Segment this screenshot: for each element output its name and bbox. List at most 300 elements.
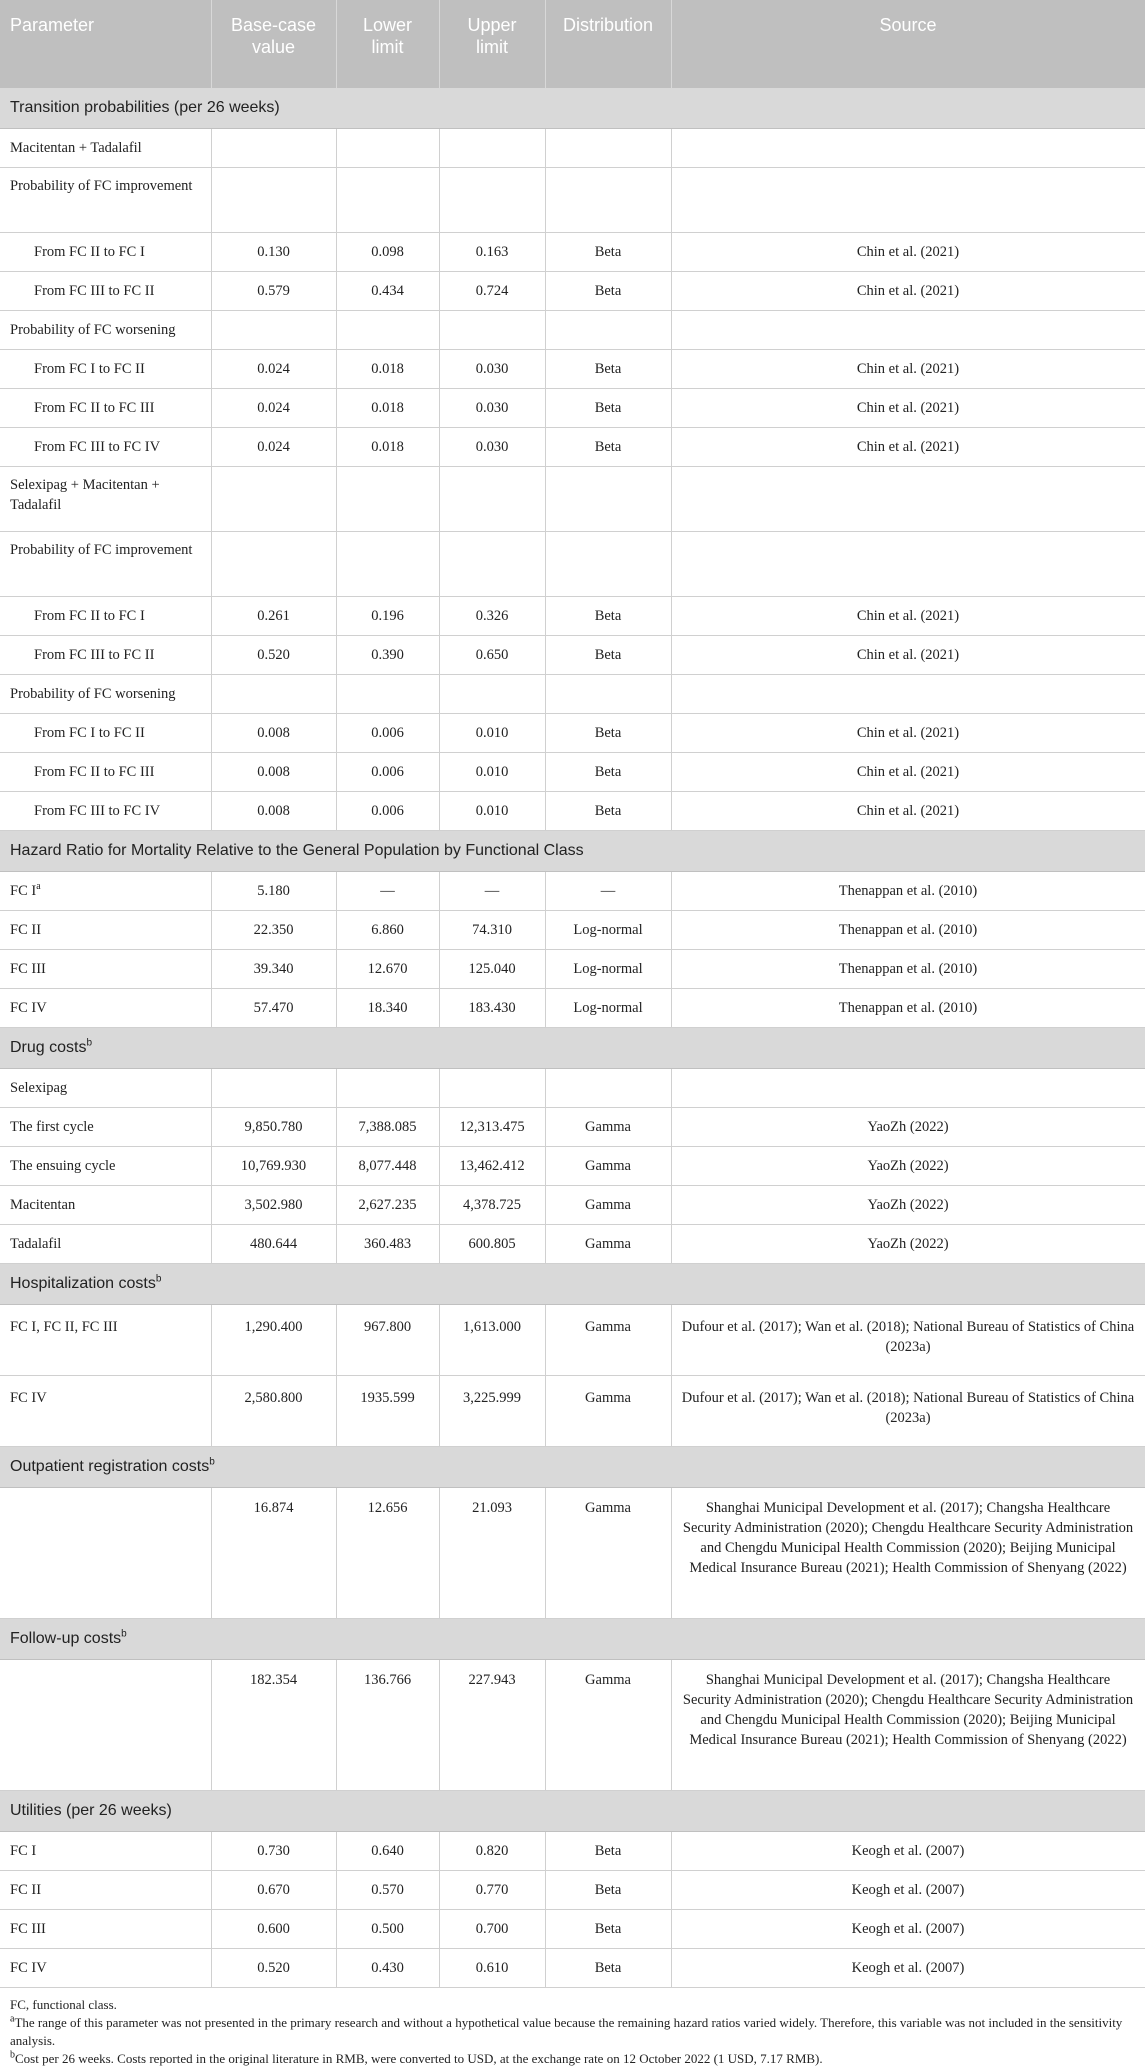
table-row	[0, 311, 1145, 350]
parameter-cell	[0, 792, 211, 831]
source-cell: YaoZh (2022)	[671, 1108, 1145, 1147]
lower-limit-cell	[336, 675, 439, 714]
parameter-label: From FC II to FC I	[34, 608, 145, 624]
distribution-cell: Beta	[545, 1949, 671, 1988]
base-case-value-cell: 0.024	[211, 350, 336, 389]
base-case-value-cell	[211, 168, 336, 233]
column-header: Source	[671, 0, 1145, 88]
table-row	[0, 872, 1145, 911]
upper-limit-cell: 0.724	[439, 272, 545, 311]
upper-limit-cell: 0.610	[439, 1949, 545, 1988]
distribution-cell: Beta	[545, 597, 671, 636]
distribution-cell: Gamma	[545, 1376, 671, 1447]
distribution-cell	[545, 129, 671, 168]
section-header-row	[0, 1447, 1145, 1488]
parameter-cell	[0, 168, 211, 233]
source-cell: Chin et al. (2021)	[671, 233, 1145, 272]
footnote	[10, 2050, 1135, 2068]
parameter-label: Probability of FC improvement	[10, 542, 193, 558]
section-title	[0, 88, 1145, 129]
upper-limit-cell: 0.010	[439, 792, 545, 831]
base-case-value-cell: 9,850.780	[211, 1108, 336, 1147]
base-case-value-cell: 0.130	[211, 233, 336, 272]
parameter-cell	[0, 1660, 211, 1791]
section-title	[0, 831, 1145, 872]
lower-limit-cell: 0.500	[336, 1910, 439, 1949]
source-cell	[671, 311, 1145, 350]
parameter-cell	[0, 872, 211, 911]
base-case-value-cell: 0.008	[211, 792, 336, 831]
base-case-value-cell: 5.180	[211, 872, 336, 911]
base-case-value-cell	[211, 1069, 336, 1108]
parameter-cell	[0, 233, 211, 272]
base-case-value-cell: 16.874	[211, 1488, 336, 1619]
lower-limit-cell: 1935.599	[336, 1376, 439, 1447]
upper-limit-cell: 183.430	[439, 989, 545, 1028]
base-case-value-cell: 0.600	[211, 1910, 336, 1949]
distribution-cell: Beta	[545, 1910, 671, 1949]
parameter-label: Selexipag + Macitentan + Tadalafil	[10, 477, 160, 513]
column-header: Parameter	[0, 0, 211, 88]
upper-limit-cell: 21.093	[439, 1488, 545, 1619]
parameter-cell	[0, 1225, 211, 1264]
upper-limit-cell: 3,225.999	[439, 1376, 545, 1447]
upper-limit-cell: 74.310	[439, 911, 545, 950]
source-cell: Keogh et al. (2007)	[671, 1949, 1145, 1988]
parameter-cell	[0, 989, 211, 1028]
distribution-cell: Beta	[545, 389, 671, 428]
source-cell: Dufour et al. (2017); Wan et al. (2018); National Bureau of Statistics of China (2023a)	[671, 1376, 1145, 1447]
lower-limit-cell	[336, 467, 439, 532]
parameter-cell	[0, 1186, 211, 1225]
section-title-text: Outpatient registration costs	[10, 1458, 210, 1475]
upper-limit-cell: 0.700	[439, 1910, 545, 1949]
source-cell: Dufour et al. (2017); Wan et al. (2018); National Bureau of Statistics of China (2023a)	[671, 1305, 1145, 1376]
upper-limit-cell	[439, 129, 545, 168]
table-row	[0, 1225, 1145, 1264]
section-header-row	[0, 1791, 1145, 1832]
section-title-text: Drug costs	[10, 1039, 87, 1056]
base-case-value-cell	[211, 129, 336, 168]
source-cell	[671, 129, 1145, 168]
base-case-value-cell: 0.670	[211, 1871, 336, 1910]
parameter-cell	[0, 532, 211, 597]
footnote-marker: b	[86, 1037, 93, 1049]
base-case-value-cell: 0.730	[211, 1832, 336, 1871]
upper-limit-cell: 0.770	[439, 1871, 545, 1910]
parameter-label: From FC III to FC IV	[34, 439, 161, 455]
section-header-row	[0, 1028, 1145, 1069]
base-case-value-cell: 0.024	[211, 389, 336, 428]
distribution-cell	[545, 467, 671, 532]
base-case-value-cell	[211, 467, 336, 532]
source-cell: Chin et al. (2021)	[671, 636, 1145, 675]
parameter-label: FC IV	[10, 1390, 47, 1406]
distribution-cell	[545, 311, 671, 350]
base-case-value-cell: 0.008	[211, 753, 336, 792]
table-row	[0, 428, 1145, 467]
upper-limit-cell: 0.163	[439, 233, 545, 272]
source-cell: Thenappan et al. (2010)	[671, 950, 1145, 989]
base-case-value-cell: 480.644	[211, 1225, 336, 1264]
upper-limit-cell: 1,613.000	[439, 1305, 545, 1376]
footnote-marker: b	[121, 1628, 127, 1640]
table-row	[0, 597, 1145, 636]
source-cell: YaoZh (2022)	[671, 1147, 1145, 1186]
footnote-text: FC, functional class.	[10, 1997, 117, 2012]
base-case-value-cell: 39.340	[211, 950, 336, 989]
distribution-cell: Log-normal	[545, 989, 671, 1028]
base-case-value-cell: 0.261	[211, 597, 336, 636]
distribution-cell: Beta	[545, 714, 671, 753]
column-header: Upper limit	[439, 0, 545, 88]
distribution-cell: Beta	[545, 272, 671, 311]
parameter-cell	[0, 950, 211, 989]
lower-limit-cell: 0.570	[336, 1871, 439, 1910]
table-row	[0, 1832, 1145, 1871]
source-cell: Shanghai Municipal Development et al. (2017); Changsha Healthcare Security Administration (2020); Chengdu Healthcare Security Administration and Chengdu Municipal Health Commission (2020); Beijing Municipal Medical Insurance Bureau (2021); Health Commission of Shenyang (2022)	[671, 1488, 1145, 1619]
parameter-cell	[0, 428, 211, 467]
parameter-label: From FC II to FC III	[34, 764, 155, 780]
table-row	[0, 753, 1145, 792]
upper-limit-cell	[439, 168, 545, 233]
footnote-marker: a	[36, 881, 41, 893]
upper-limit-cell: 0.326	[439, 597, 545, 636]
table-row	[0, 129, 1145, 168]
parameter-cell	[0, 350, 211, 389]
source-cell: Thenappan et al. (2010)	[671, 911, 1145, 950]
distribution-cell: Gamma	[545, 1488, 671, 1619]
section-header-row	[0, 88, 1145, 129]
table-row	[0, 233, 1145, 272]
section-title	[0, 1264, 1145, 1305]
lower-limit-cell: 12.656	[336, 1488, 439, 1619]
table-row	[0, 989, 1145, 1028]
parameter-cell	[0, 467, 211, 532]
table-row	[0, 389, 1145, 428]
footnote-marker: b	[155, 1273, 162, 1285]
parameter-cell	[0, 1376, 211, 1447]
base-case-value-cell	[211, 311, 336, 350]
upper-limit-cell: 4,378.725	[439, 1186, 545, 1225]
source-cell	[671, 168, 1145, 233]
lower-limit-cell: 12.670	[336, 950, 439, 989]
parameter-label: FC I	[10, 1843, 37, 1859]
base-case-value-cell: 0.008	[211, 714, 336, 753]
section-header-row	[0, 1619, 1145, 1660]
lower-limit-cell: 360.483	[336, 1225, 439, 1264]
header-row	[0, 0, 1145, 88]
base-case-value-cell: 182.354	[211, 1660, 336, 1791]
lower-limit-cell: 0.430	[336, 1949, 439, 1988]
upper-limit-cell: 600.805	[439, 1225, 545, 1264]
lower-limit-cell: 7,388.085	[336, 1108, 439, 1147]
parameter-label: The ensuing cycle	[10, 1158, 116, 1174]
column-header: Base-case value	[211, 0, 336, 88]
lower-limit-cell	[336, 532, 439, 597]
source-cell: Chin et al. (2021)	[671, 792, 1145, 831]
table-row	[0, 1108, 1145, 1147]
lower-limit-cell: 0.390	[336, 636, 439, 675]
base-case-value-cell: 10,769.930	[211, 1147, 336, 1186]
parameter-cell	[0, 272, 211, 311]
parameter-label: Macitentan + Tadalafil	[10, 140, 142, 156]
section-title-text: Hazard Ratio for Mortality Relative to the General Population by Functional Class	[10, 842, 584, 859]
table-row	[0, 950, 1145, 989]
lower-limit-cell	[336, 129, 439, 168]
parameter-label: From FC II to FC I	[34, 244, 145, 260]
parameter-label: The first cycle	[10, 1119, 94, 1135]
parameter-cell	[0, 311, 211, 350]
upper-limit-cell: —	[439, 872, 545, 911]
base-case-value-cell: 0.579	[211, 272, 336, 311]
table-row	[0, 1186, 1145, 1225]
distribution-cell	[545, 1069, 671, 1108]
parameter-label: From FC III to FC II	[34, 647, 155, 663]
source-cell: Chin et al. (2021)	[671, 428, 1145, 467]
table-row	[0, 792, 1145, 831]
table-row	[0, 714, 1145, 753]
lower-limit-cell: 0.640	[336, 1832, 439, 1871]
source-cell: Chin et al. (2021)	[671, 714, 1145, 753]
parameter-label: From FC II to FC III	[34, 400, 155, 416]
table-row	[0, 1871, 1145, 1910]
parameter-cell	[0, 597, 211, 636]
parameter-label: FC I, FC II, FC III	[10, 1319, 118, 1335]
source-cell	[671, 1069, 1145, 1108]
footnote-text: Cost per 26 weeks. Costs reported in the original literature in RMB, were converted to USD, at the exchange rate on 12 October 2022 (1 USD, 7.17 RMB).	[15, 2051, 823, 2066]
parameter-label: FC II	[10, 922, 42, 938]
source-cell: YaoZh (2022)	[671, 1225, 1145, 1264]
parameter-label: FC III	[10, 1921, 46, 1937]
parameter-label: From FC I to FC II	[34, 725, 145, 741]
source-cell: Chin et al. (2021)	[671, 753, 1145, 792]
lower-limit-cell: 0.018	[336, 428, 439, 467]
distribution-cell	[545, 675, 671, 714]
table-row	[0, 350, 1145, 389]
source-cell: Chin et al. (2021)	[671, 389, 1145, 428]
base-case-value-cell: 22.350	[211, 911, 336, 950]
distribution-cell: Gamma	[545, 1147, 671, 1186]
source-cell: Chin et al. (2021)	[671, 597, 1145, 636]
source-cell: Shanghai Municipal Development et al. (2017); Changsha Healthcare Security Administration (2020); Chengdu Healthcare Security Administration and Chengdu Municipal Health Commission (2020); Beijing Municipal Medical Insurance Bureau (2021); Health Commission of Shenyang (2022)	[671, 1660, 1145, 1791]
upper-limit-cell: 0.820	[439, 1832, 545, 1871]
lower-limit-cell: 136.766	[336, 1660, 439, 1791]
source-cell: Keogh et al. (2007)	[671, 1910, 1145, 1949]
parameter-label: FC II	[10, 1882, 42, 1898]
upper-limit-cell	[439, 532, 545, 597]
lower-limit-cell: 967.800	[336, 1305, 439, 1376]
parameter-label: FC IV	[10, 1000, 47, 1016]
distribution-cell: Beta	[545, 753, 671, 792]
distribution-cell: Gamma	[545, 1108, 671, 1147]
section-header-row	[0, 1264, 1145, 1305]
base-case-value-cell	[211, 675, 336, 714]
section-title-text: Transition probabilities (per 26 weeks)	[10, 99, 280, 116]
parameter-label: FC IV	[10, 1960, 47, 1976]
section-title	[0, 1447, 1145, 1488]
footnote	[10, 1996, 1135, 2014]
distribution-cell	[545, 532, 671, 597]
table-row	[0, 1910, 1145, 1949]
section-title-text: Hospitalization costs	[10, 1275, 156, 1292]
table-row	[0, 675, 1145, 714]
source-cell	[671, 467, 1145, 532]
base-case-value-cell: 57.470	[211, 989, 336, 1028]
parameter-cell	[0, 1488, 211, 1619]
distribution-cell: Gamma	[545, 1186, 671, 1225]
lower-limit-cell: 0.018	[336, 389, 439, 428]
parameter-cell	[0, 1871, 211, 1910]
distribution-cell: Beta	[545, 792, 671, 831]
footnote-marker: b	[209, 1456, 215, 1468]
lower-limit-cell: 0.196	[336, 597, 439, 636]
upper-limit-cell	[439, 467, 545, 532]
distribution-cell: Log-normal	[545, 950, 671, 989]
lower-limit-cell: 0.018	[336, 350, 439, 389]
section-title-text: Follow-up costs	[10, 1630, 122, 1647]
parameter-label: From FC III to FC II	[34, 283, 155, 299]
table-row	[0, 272, 1145, 311]
parameter-label: FC III	[10, 961, 46, 977]
distribution-cell: Beta	[545, 636, 671, 675]
section-title	[0, 1619, 1145, 1660]
distribution-cell: —	[545, 872, 671, 911]
parameter-label: Selexipag	[10, 1080, 68, 1096]
parameter-cell	[0, 1069, 211, 1108]
distribution-cell: Gamma	[545, 1225, 671, 1264]
lower-limit-cell	[336, 168, 439, 233]
table-row	[0, 1949, 1145, 1988]
upper-limit-cell: 227.943	[439, 1660, 545, 1791]
base-case-value-cell	[211, 532, 336, 597]
distribution-cell: Beta	[545, 350, 671, 389]
lower-limit-cell: 0.006	[336, 714, 439, 753]
base-case-value-cell: 3,502.980	[211, 1186, 336, 1225]
distribution-cell: Beta	[545, 428, 671, 467]
upper-limit-cell	[439, 311, 545, 350]
parameter-cell	[0, 1108, 211, 1147]
parameter-label: FC I	[10, 883, 37, 899]
parameter-cell	[0, 129, 211, 168]
base-case-value-cell: 0.520	[211, 636, 336, 675]
source-cell: Keogh et al. (2007)	[671, 1832, 1145, 1871]
base-case-value-cell: 0.520	[211, 1949, 336, 1988]
section-title-text: Utilities (per 26 weeks)	[10, 1802, 172, 1819]
table-header	[0, 0, 1145, 88]
distribution-cell: Beta	[545, 1832, 671, 1871]
base-case-value-cell: 1,290.400	[211, 1305, 336, 1376]
section-title	[0, 1028, 1145, 1069]
parameter-label: Macitentan	[10, 1197, 76, 1213]
lower-limit-cell: 6.860	[336, 911, 439, 950]
lower-limit-cell: 18.340	[336, 989, 439, 1028]
table-row	[0, 636, 1145, 675]
distribution-cell: Beta	[545, 1871, 671, 1910]
upper-limit-cell: 0.650	[439, 636, 545, 675]
base-case-value-cell: 0.024	[211, 428, 336, 467]
source-cell: Thenappan et al. (2010)	[671, 989, 1145, 1028]
table-row	[0, 532, 1145, 597]
source-cell: Keogh et al. (2007)	[671, 1871, 1145, 1910]
upper-limit-cell: 0.030	[439, 350, 545, 389]
parameter-label: Tadalafil	[10, 1236, 62, 1252]
section-header-row	[0, 831, 1145, 872]
footnote-marker: b	[10, 2049, 15, 2061]
parameter-label: From FC III to FC IV	[34, 803, 161, 819]
upper-limit-cell: 0.030	[439, 428, 545, 467]
table-body	[0, 88, 1145, 1988]
source-cell: Chin et al. (2021)	[671, 272, 1145, 311]
table-row	[0, 1069, 1145, 1108]
parameter-cell	[0, 911, 211, 950]
table-row	[0, 1660, 1145, 1791]
parameter-cell	[0, 1910, 211, 1949]
lower-limit-cell: —	[336, 872, 439, 911]
lower-limit-cell: 0.098	[336, 233, 439, 272]
upper-limit-cell: 125.040	[439, 950, 545, 989]
table-row	[0, 467, 1145, 532]
parameter-cell	[0, 389, 211, 428]
lower-limit-cell	[336, 311, 439, 350]
parameter-cell	[0, 1305, 211, 1376]
table-row	[0, 1305, 1145, 1376]
footnotes	[0, 1988, 1145, 2068]
parameter-cell	[0, 1832, 211, 1871]
source-cell	[671, 532, 1145, 597]
parameter-cell	[0, 1147, 211, 1186]
parameter-cell	[0, 714, 211, 753]
parameter-label: Probability of FC worsening	[10, 322, 176, 338]
table-row	[0, 911, 1145, 950]
upper-limit-cell: 0.010	[439, 753, 545, 792]
column-header: Distribution	[545, 0, 671, 88]
source-cell: Thenappan et al. (2010)	[671, 872, 1145, 911]
table-row	[0, 1376, 1145, 1447]
source-cell	[671, 675, 1145, 714]
upper-limit-cell	[439, 675, 545, 714]
lower-limit-cell: 2,627.235	[336, 1186, 439, 1225]
source-cell: Chin et al. (2021)	[671, 350, 1145, 389]
distribution-cell: Log-normal	[545, 911, 671, 950]
distribution-cell	[545, 168, 671, 233]
table-row	[0, 168, 1145, 233]
table-row	[0, 1147, 1145, 1186]
distribution-cell: Gamma	[545, 1660, 671, 1791]
upper-limit-cell: 12,313.475	[439, 1108, 545, 1147]
lower-limit-cell: 8,077.448	[336, 1147, 439, 1186]
base-case-value-cell: 2,580.800	[211, 1376, 336, 1447]
column-header: Lower limit	[336, 0, 439, 88]
footnote-marker: a	[10, 2013, 15, 2025]
parameter-label: From FC I to FC II	[34, 361, 145, 377]
lower-limit-cell: 0.006	[336, 792, 439, 831]
upper-limit-cell: 13,462.412	[439, 1147, 545, 1186]
upper-limit-cell: 0.030	[439, 389, 545, 428]
upper-limit-cell	[439, 1069, 545, 1108]
lower-limit-cell: 0.006	[336, 753, 439, 792]
parameter-cell	[0, 636, 211, 675]
distribution-cell: Beta	[545, 233, 671, 272]
source-cell: YaoZh (2022)	[671, 1186, 1145, 1225]
parameter-label: Probability of FC worsening	[10, 686, 176, 702]
footnote	[10, 2014, 1135, 2050]
parameter-cell	[0, 675, 211, 714]
distribution-cell: Gamma	[545, 1305, 671, 1376]
section-title	[0, 1791, 1145, 1832]
lower-limit-cell: 0.434	[336, 272, 439, 311]
parameter-label: Probability of FC improvement	[10, 178, 193, 194]
